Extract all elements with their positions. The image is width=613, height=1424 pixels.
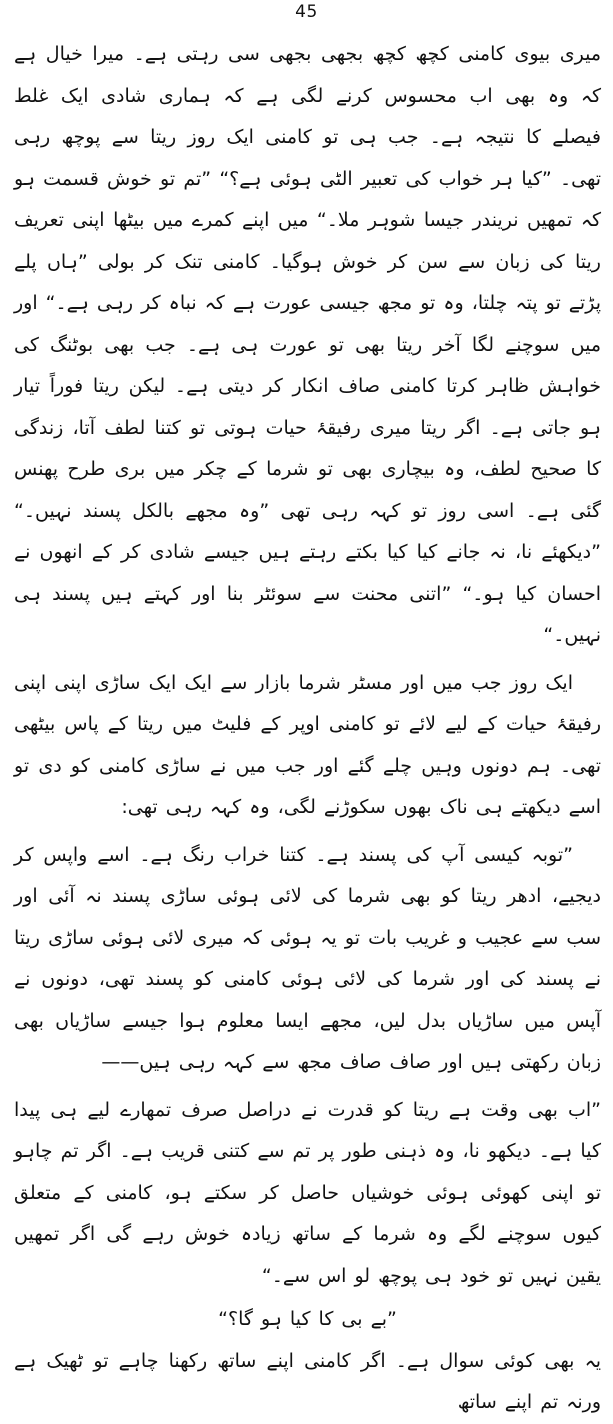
paragraph-5: ”بے بی کا کیا ہو گا؟“ (218, 1308, 397, 1330)
page-number: 45 (295, 2, 318, 22)
paragraph-1: میری بیوی کامنی کچھ کچھ بجھی بجھی سی رہتی ہے۔ میرا خیال ہے کہ وہ بھی اب محسوس کرنے لگی ہے کہ ہماری شادی ایک غلط فیصلے کا نتیجہ ہے۔ جب ہی تو کامنی ایک روز ریتا سے پوچھ رہی تھی۔ ”کیا ہر خواب کی تعبیر الٹی ہوئی ہے؟“ ”تم تو خوش قسمت ہو کہ تمھیں نریندر جیسا شوہر ملا۔“ میں اپنے کمرے میں بیٹھا اپنی تعریف ریتا کی زبان سے سن کر خوش ہوگیا۔ کامنی تنک کر بولی ”ہاں پلے پڑتے تو پتہ چلتا، وہ تو مجھ جیسی عورت ہے کہ نباہ کر رہی ہے۔“ اور میں سوچنے لگا آخر ریتا بھی تو عورت ہی ہے۔ جب بھی بوٹنگ کی خواہش ظاہر کرتا کامنی صاف انکار کر دیتی ہے۔ لیکن ریتا فوراً تیار ہو جاتی ہے۔ اگر ریتا میری رفیقۂ حیات ہوتی تو کتنا لطف آتا، زندگی کا صحیح لطف، وہ بیچاری بھی تو شرما کے چکر میں بری طرح پھنس گئی ہے۔ اسی روز تو کہہ رہی تھی ”وہ مجھے بالکل پسند نہیں۔“ ”دیکھئے نا، نہ جانے کیا کیا بکتے رہتے ہیں جیسے شادی کر کے انھوں نے احسان کیا ہو۔“ ”اتنی محنت سے سوئٹر بنا اور کہتے ہیں پسند ہی نہیں۔“ (13, 43, 601, 646)
paragraph-6: یہ بھی کوئی سوال ہے۔ اگر کامنی اپنے ساتھ رکھنا چاہے تو ٹھیک ہے ورنہ تم اپنے ساتھ (14, 1349, 601, 1413)
paragraph-3: ”توبہ کیسی آپ کی پسند ہے۔ کتنا خراب رنگ ہے۔ اسے واپس کر دیجیے، ادھر ریتا کو بھی شرما کی لائی ہوئی ساڑی پسند نہ آئی اور سب سے عجیب و غریب بات تو یہ ہوئی کہ میری لائی ہوئی ساڑی ریتا نے پسند کی اور شرما کی لائی ہوئی کامنی کو پسند تھی، دونوں نے آپس میں ساڑیاں بدل لیں، مجھے ایسا معلوم ہوا جیسے ساڑیاں بھی زبان رکھتی ہیں اور صاف صاف مجھ سے کہہ رہی ہیں—— (14, 843, 601, 1073)
page-body (13, 34, 601, 1413)
paragraph-4: ”اب بھی وقت ہے ریتا کو قدرت نے دراصل صرف تمھارے لیے ہی پیدا کیا ہے۔ دیکھو نا، وہ ذہنی طور پر تم سے کتنی قریب ہے۔ اگر تم چاہو تو اپنی کھوئی ہوئی خوشیاں حاصل کر سکتے ہو، کامنی کے متعلق کیوں سوچنے لگے وہ شرما کے ساتھ زیادہ خوش رہے گی اگر تمھیں یقین نہیں تو خود ہی پوچھ لو اس سے۔“ (14, 1098, 601, 1287)
paragraph-2: ایک روز جب میں اور مسٹر شرما بازار سے ایک ایک ساڑی اپنی اپنی رفیقۂ حیات کے لیے لائے تو کامنی اوپر کے فلیٹ میں ریتا کے پاس بیٹھی تھی۔ ہم دونوں وہیں چلے گئے اور جب میں نے ساڑی کامنی کو دی تو اسے دیکھتے ہی ناک بھوں سکوڑنے لگی، وہ کہہ رہی تھی: (14, 671, 601, 818)
